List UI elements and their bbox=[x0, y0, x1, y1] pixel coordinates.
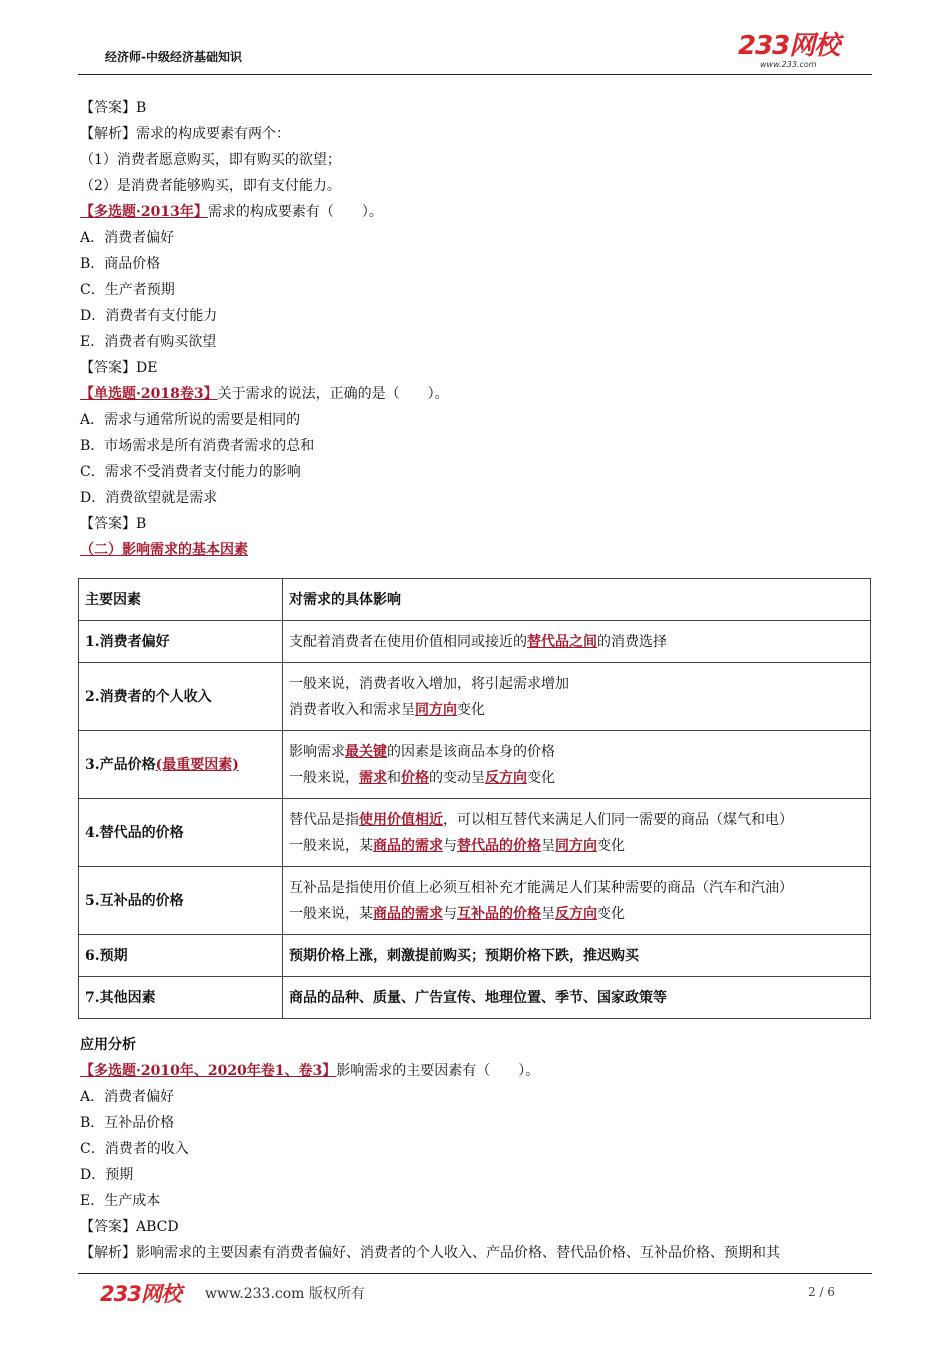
page-content bbox=[80, 95, 872, 563]
factor-note: (最重要因素) bbox=[155, 756, 239, 773]
effect-cell bbox=[283, 663, 871, 731]
factor-cell: 6.预期 bbox=[79, 935, 283, 977]
effect-text: 一般来说， bbox=[289, 769, 359, 786]
factor-cell: 1.消费者偏好 bbox=[79, 621, 283, 663]
option-a: A．消费者偏好 bbox=[80, 1089, 175, 1105]
effect-text: 变化 bbox=[597, 837, 625, 854]
effect-text: 一般来说，某 bbox=[289, 905, 373, 922]
effect-text: 变化 bbox=[527, 769, 555, 786]
effect-line bbox=[289, 833, 864, 859]
effect-highlight: 价格 bbox=[401, 769, 429, 786]
analysis-label: 【解析】 bbox=[80, 126, 136, 142]
effect-cell bbox=[283, 799, 871, 867]
option-d: D．消费欲望就是需求 bbox=[80, 490, 218, 506]
question-tag: 【多选题·2013年】 bbox=[80, 204, 208, 220]
effect-highlight: 同方向 bbox=[415, 701, 457, 718]
logo-url: www.233.com bbox=[760, 60, 817, 69]
effect-highlight: 需求 bbox=[359, 769, 387, 786]
effect-highlight: 最关键 bbox=[345, 743, 387, 760]
effect-text: 和 bbox=[387, 769, 401, 786]
footer-copyright: www.233.com 版权所有 bbox=[205, 1286, 365, 1302]
table-header-cell: 主要因素 bbox=[79, 579, 283, 621]
page-number: 2 / 6 bbox=[808, 1285, 835, 1299]
table-row bbox=[79, 867, 871, 935]
option-b: B．互补品价格 bbox=[80, 1115, 175, 1131]
answer-prev: 【答案】B bbox=[80, 100, 147, 116]
effect-highlight: 商品的需求 bbox=[373, 905, 443, 922]
question-tag: 【单选题·2018卷3】 bbox=[80, 386, 218, 402]
factors-table bbox=[78, 578, 871, 1019]
effect-text: 与 bbox=[443, 837, 457, 854]
effect-text: 的消费选择 bbox=[597, 633, 667, 650]
effect-text: 与 bbox=[443, 905, 457, 922]
effect-text: 影响需求 bbox=[289, 743, 345, 760]
table-header-cell: 对需求的具体影响 bbox=[283, 579, 871, 621]
footer-divider bbox=[78, 1273, 872, 1274]
effect-line bbox=[289, 807, 864, 833]
analysis-point: （2）是消费者能够购买，即有支付能力。 bbox=[80, 178, 341, 194]
question-tag: 【多选题·2010年、2020年卷1、卷3】 bbox=[80, 1063, 337, 1079]
question-3 bbox=[80, 1058, 872, 1084]
factor-cell: 5.互补品的价格 bbox=[79, 867, 283, 935]
question-2 bbox=[80, 381, 872, 407]
effect-highlight: 同方向 bbox=[555, 837, 597, 854]
effect-line bbox=[289, 901, 864, 927]
effect-cell bbox=[283, 731, 871, 799]
effect-text: 呈 bbox=[541, 837, 555, 854]
effect-highlight: 替代品的价格 bbox=[457, 837, 541, 854]
analysis-3 bbox=[80, 1240, 872, 1266]
option-a: A．需求与通常所说的需要是相同的 bbox=[80, 412, 301, 428]
option-b: B．商品价格 bbox=[80, 256, 161, 272]
section-heading: （二）影响需求的基本因素 bbox=[80, 542, 248, 558]
effect-cell bbox=[283, 621, 871, 663]
effect-text: 呈 bbox=[541, 905, 555, 922]
option-a: A．消费者偏好 bbox=[80, 230, 175, 246]
application-section bbox=[80, 1032, 872, 1266]
effect-line bbox=[289, 739, 864, 765]
effect-text: 支配着消费者在使用价值相同或接近的 bbox=[289, 633, 527, 650]
question-stem: 关于需求的说法，正确的是（ ）。 bbox=[217, 386, 449, 402]
effect-line: 互补品是指使用价值上必须互相补充才能满足人们某种需要的商品（汽车和汽油） bbox=[289, 879, 793, 896]
effect-cell: 预期价格上涨，刺激提前购买；预期价格下跌，推迟购买 bbox=[283, 935, 871, 977]
option-e: E．消费者有购买欲望 bbox=[80, 334, 217, 350]
effect-line bbox=[289, 765, 864, 791]
option-e: E．生产成本 bbox=[80, 1193, 161, 1209]
option-c: C．需求不受消费者支付能力的影响 bbox=[80, 464, 301, 480]
effect-text: 一般来说，某 bbox=[289, 837, 373, 854]
factor-cell: 2.消费者的个人收入 bbox=[79, 663, 283, 731]
factor-cell: 7.其他因素 bbox=[79, 977, 283, 1019]
table-row bbox=[79, 731, 871, 799]
effect-line bbox=[289, 697, 864, 723]
question-stem: 影响需求的主要因素有（ ）。 bbox=[336, 1063, 540, 1079]
option-b: B．市场需求是所有消费者需求的总和 bbox=[80, 438, 315, 454]
effect-text: 变化 bbox=[597, 905, 625, 922]
effect-text: ，可以相互替代来满足人们同一需要的商品（煤气和电） bbox=[443, 811, 793, 828]
analysis-point: （1）消费者愿意购买，即有购买的欲望； bbox=[80, 152, 341, 168]
application-heading: 应用分析 bbox=[80, 1037, 136, 1053]
answer-3: 【答案】ABCD bbox=[80, 1219, 179, 1235]
effect-highlight: 反方向 bbox=[485, 769, 527, 786]
factor-cell: 4.替代品的价格 bbox=[79, 799, 283, 867]
table-header-row bbox=[79, 579, 871, 621]
analysis-text: 需求的构成要素有两个： bbox=[136, 126, 290, 142]
analysis-prev bbox=[80, 121, 872, 147]
effect-highlight: 互补品的价格 bbox=[457, 905, 541, 922]
header-title: 经济师-中级经济基础知识 bbox=[105, 50, 242, 64]
effect-highlight: 反方向 bbox=[555, 905, 597, 922]
question-stem: 需求的构成要素有（ ）。 bbox=[207, 204, 383, 220]
table-row bbox=[79, 621, 871, 663]
effect-text: 消费者收入和需求呈 bbox=[289, 701, 415, 718]
table-row bbox=[79, 977, 871, 1019]
footer-logo[interactable]: 233网校 bbox=[100, 1282, 181, 1306]
logo-text: 233网校 bbox=[738, 31, 840, 61]
header-divider bbox=[78, 74, 872, 75]
answer-1: 【答案】DE bbox=[80, 360, 158, 376]
table-row bbox=[79, 935, 871, 977]
answer-2: 【答案】B bbox=[80, 516, 147, 532]
effect-text: 的因素是该商品本身的价格 bbox=[387, 743, 555, 760]
effect-line: 一般来说，消费者收入增加，将引起需求增加 bbox=[289, 675, 569, 692]
analysis-text: 影响需求的主要因素有消费者偏好、消费者的个人收入、产品价格、替代品价格、互补品价格、预期和其 bbox=[136, 1245, 780, 1261]
factor-text: 3.产品价格 bbox=[85, 756, 156, 773]
effect-text: 的变动呈 bbox=[429, 769, 485, 786]
effect-cell bbox=[283, 867, 871, 935]
table-row bbox=[79, 799, 871, 867]
effect-cell: 商品的品种、质量、广告宣传、地理位置、季节、国家政策等 bbox=[283, 977, 871, 1019]
effect-highlight: 商品的需求 bbox=[373, 837, 443, 854]
logo-233[interactable] bbox=[738, 32, 856, 74]
effect-highlight: 使用价值相近 bbox=[359, 811, 443, 828]
option-c: C．生产者预期 bbox=[80, 282, 175, 298]
effect-text: 变化 bbox=[457, 701, 485, 718]
option-d: D．预期 bbox=[80, 1167, 134, 1183]
effect-text: 替代品是指 bbox=[289, 811, 359, 828]
table-row bbox=[79, 663, 871, 731]
question-1 bbox=[80, 199, 872, 225]
option-c: C．消费者的收入 bbox=[80, 1141, 189, 1157]
analysis-label: 【解析】 bbox=[80, 1245, 136, 1261]
option-d: D．消费者有支付能力 bbox=[80, 308, 218, 324]
factor-cell bbox=[79, 731, 283, 799]
effect-highlight: 替代品之间 bbox=[527, 633, 597, 650]
